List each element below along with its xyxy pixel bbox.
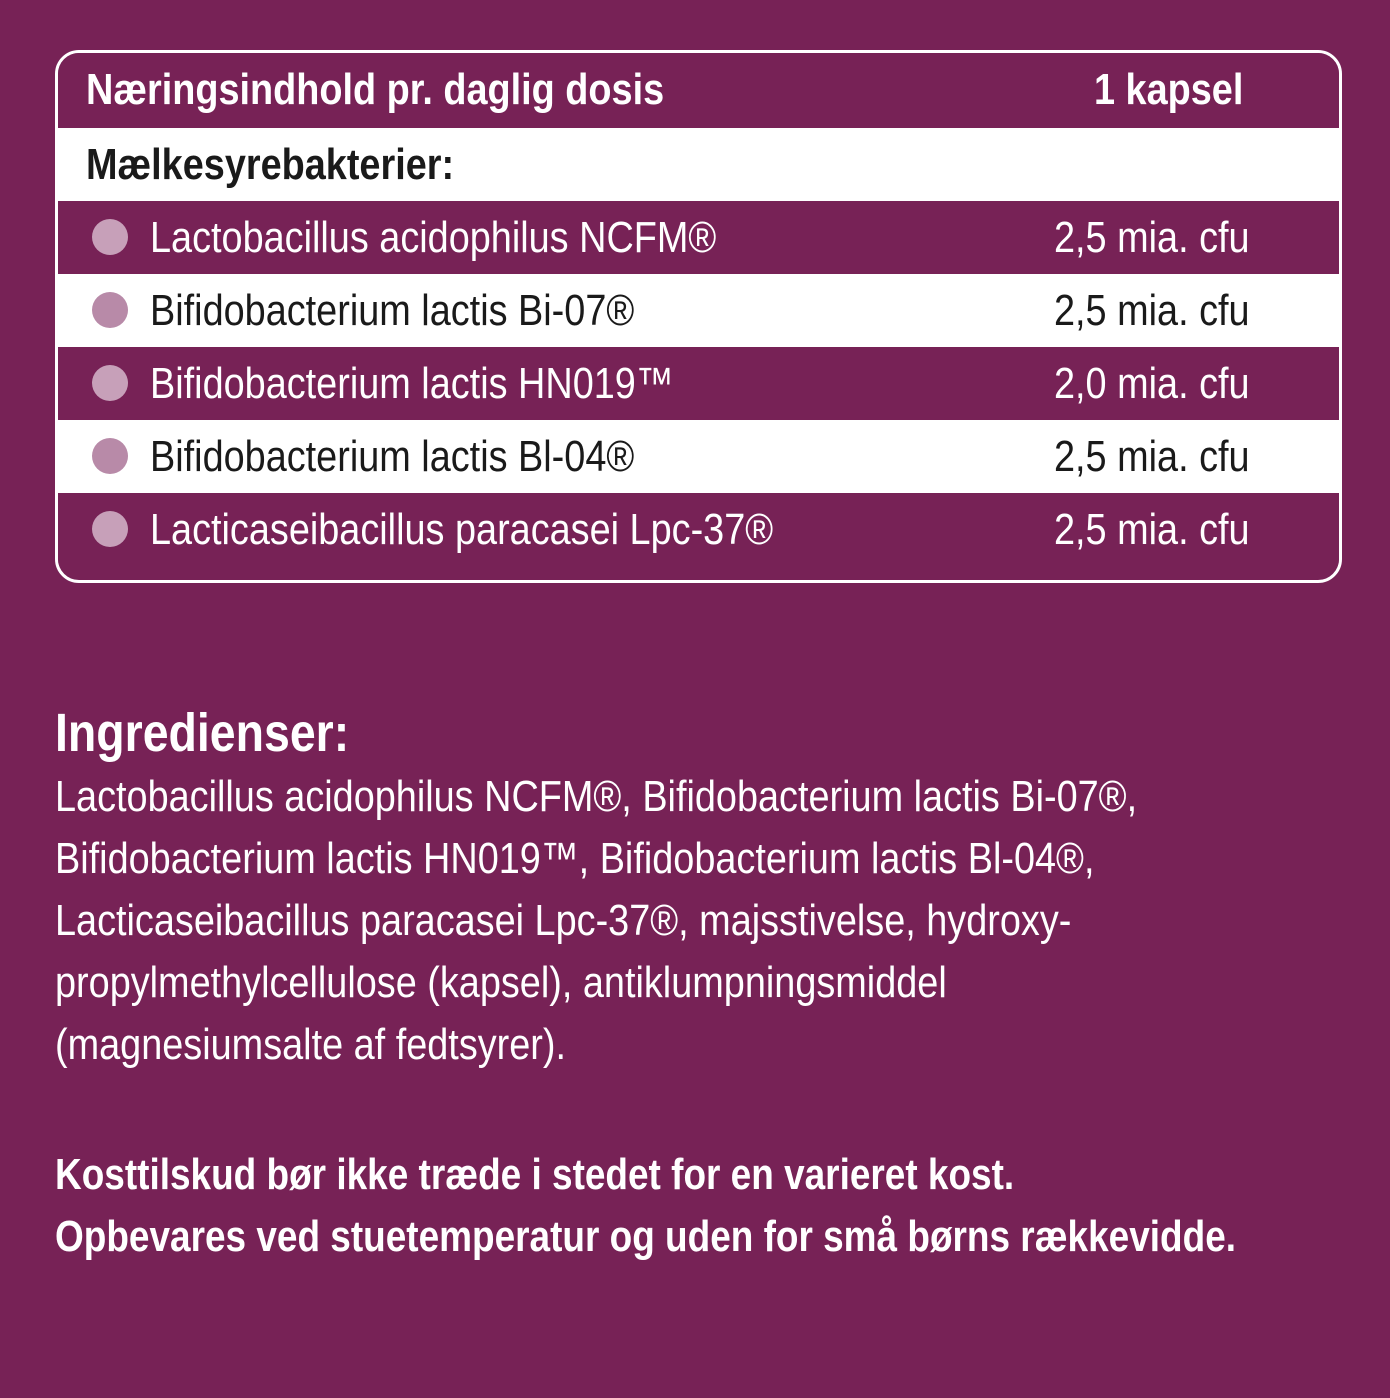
table-header-row (58, 53, 1339, 126)
bullet-dot-icon (92, 365, 128, 401)
ingredient-name: Bifidobacterium lactis Bi-07® (150, 286, 635, 335)
ingredient-amount: 2,5 mia. cfu (1054, 505, 1250, 554)
ingredient-name: Bifidobacterium lactis Bl-04® (150, 432, 635, 481)
ingredients-section (55, 700, 1355, 1076)
section-title-row (58, 128, 1339, 201)
ingredient-amount: 2,5 mia. cfu (1054, 213, 1250, 262)
ingredients-line: Lacticaseibacillus paracasei Lpc-37®, majsstivelse, hydroxy- (55, 896, 1072, 945)
bullet-dot-icon (92, 438, 128, 474)
ingredients-line: (magnesiumsalte af fedtsyrer). (55, 1020, 567, 1069)
section-title: Mælkesyrebakterier: (86, 140, 455, 189)
ingredient-amount: 2,5 mia. cfu (1054, 432, 1250, 481)
notes-section (55, 1144, 1355, 1268)
ingredient-amount: 2,0 mia. cfu (1054, 359, 1250, 408)
table-row (58, 274, 1339, 347)
ingredients-line: propylmethylcellulose (kapsel), antiklumpningsmiddel (55, 958, 947, 1007)
ingredients-title: Ingredienser: (55, 703, 350, 763)
table-row (58, 420, 1339, 493)
note-line: Kosttilskud bør ikke træde i stedet for en varieret kost. (55, 1150, 1015, 1199)
ingredients-line: Lactobacillus acidophilus NCFM®, Bifidobacterium lactis Bi-07®, (55, 772, 1138, 821)
table-row (58, 493, 1339, 566)
table-row (58, 201, 1339, 274)
ingredient-name: Lactobacillus acidophilus NCFM® (150, 213, 717, 262)
table-header-label: Næringsindhold pr. daglig dosis (86, 65, 665, 114)
table-row (58, 347, 1339, 420)
bullet-dot-icon (92, 511, 128, 547)
bullet-dot-icon (92, 292, 128, 328)
bullet-dot-icon (92, 219, 128, 255)
ingredients-line: Bifidobacterium lactis HN019™, Bifidobacterium lactis Bl-04®, (55, 834, 1095, 883)
ingredient-amount: 2,5 mia. cfu (1054, 286, 1250, 335)
nutrition-table (55, 50, 1342, 583)
ingredient-name: Lacticaseibacillus paracasei Lpc-37® (150, 505, 774, 554)
note-line: Opbevares ved stuetemperatur og uden for små børns rækkevidde. (55, 1212, 1237, 1261)
ingredient-name: Bifidobacterium lactis HN019™ (150, 359, 674, 408)
table-header-value: 1 kapsel (1094, 65, 1244, 114)
